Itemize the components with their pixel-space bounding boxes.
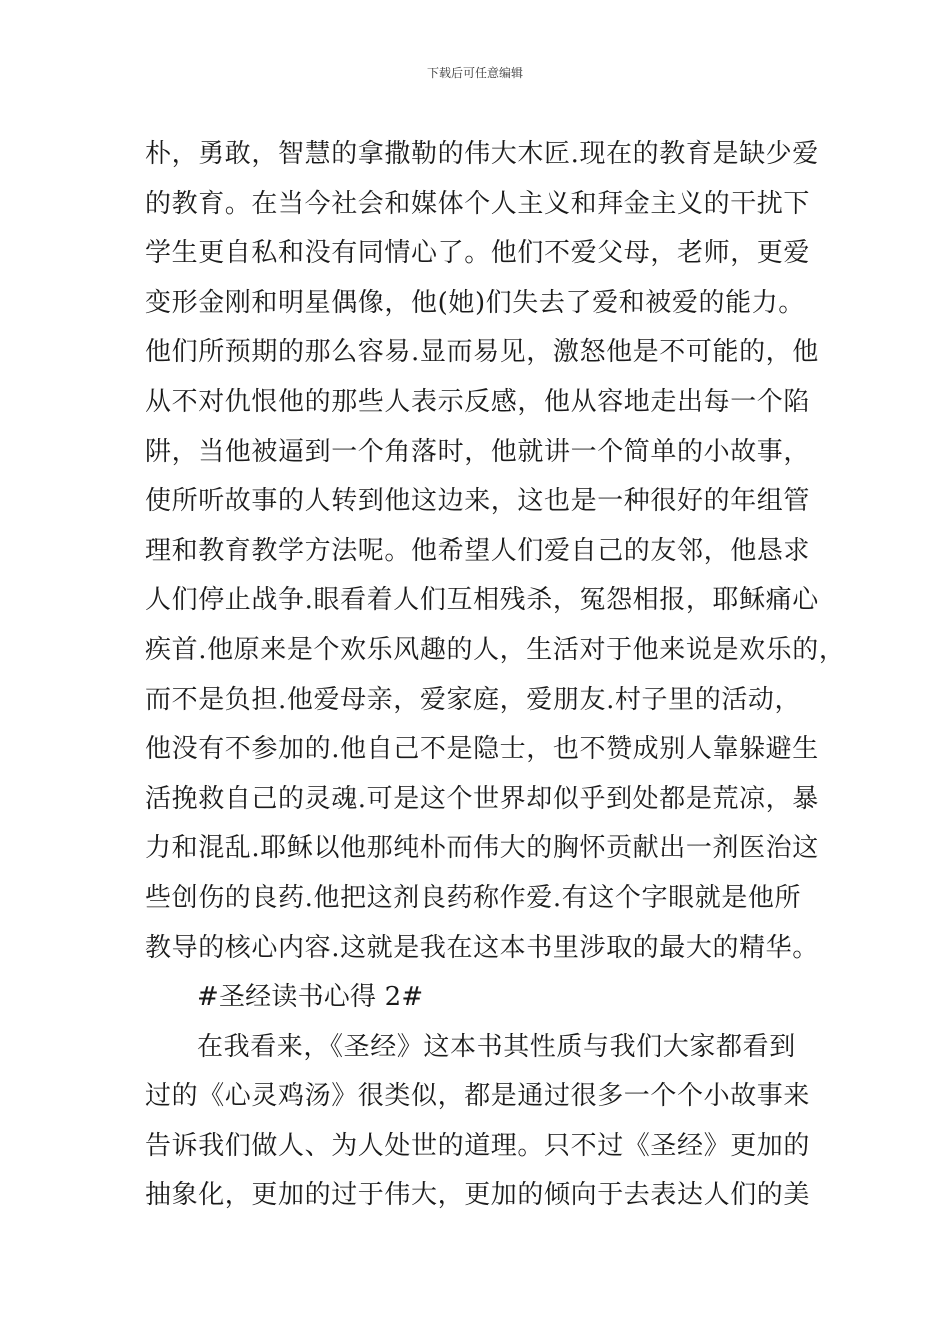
paragraph-first-line: 在我看来，《圣经》这本书其性质与我们大家都看到 — [197, 1031, 796, 1062]
text-line: 阱，当他被逼到一个角落时，他就讲一个简单的小故事， — [145, 436, 811, 467]
text-line: 的教育。在当今社会和媒体个人主义和拜金主义的干扰下 — [145, 188, 811, 219]
text-line: 教导的核心内容.这就是我在这本书里涉取的最大的精华。 — [145, 932, 819, 963]
text-line: 活挽救自己的灵魂.可是这个世界却似乎到处都是荒凉，暴 — [145, 783, 819, 814]
text-line: 理和教育教学方法呢。他希望人们爱自己的友邻，他恳求 — [145, 535, 811, 566]
text-line: 使所听故事的人转到他这边来，这也是一种很好的年组管 — [145, 486, 811, 517]
text-line: 疾首.他原来是个欢乐风趣的人，生活对于他来说是欢乐的， — [145, 634, 846, 665]
text-line: 他没有不参加的.他自己不是隐士，也不赞成别人靠躲避生 — [145, 734, 819, 765]
text-line: 朴，勇敢，智慧的拿撒勒的伟大木匠.现在的教育是缺少爱 — [145, 139, 819, 169]
text-line: 从不对仇恨他的那些人表示反感，他从容地走出每一个陷 — [145, 386, 811, 417]
text-line: 些创伤的良药.他把这剂良药称作爱.有这个字眼就是他所 — [145, 882, 802, 913]
text-line: 力和混乱.耶稣以他那纯朴而伟大的胸怀贡献出一剂医治这 — [145, 833, 819, 864]
text-line: 而不是负担.他爱母亲，爱家庭，爱朋友.村子里的活动， — [145, 684, 802, 715]
section-heading: #圣经读书心得 2# — [197, 982, 424, 1013]
page-header: 下载后可任意编辑 — [426, 66, 523, 80]
text-line: 过的《心灵鸡汤》很类似，都是通过很多一个个小故事来 — [145, 1081, 811, 1112]
text-line: 学生更自私和没有同情心了。他们不爱父母，老师，更爱 — [145, 238, 811, 269]
text-line: 告诉我们做人、为人处世的道理。只不过《圣经》更加的 — [145, 1130, 811, 1161]
text-line: 他们所预期的那么容易.显而易见，激怒他是不可能的，他 — [145, 337, 819, 368]
text-line: 变形金刚和明星偶像，他(她)们失去了爱和被爱的能力。 — [145, 287, 805, 318]
text-line: 抽象化，更加的过于伟大，更加的倾向于去表达人们的美 — [145, 1180, 811, 1211]
document-body — [145, 130, 846, 1221]
text-line: 人们停止战争.眼看着人们互相残杀，冤怨相报，耶稣痛心 — [145, 585, 819, 616]
